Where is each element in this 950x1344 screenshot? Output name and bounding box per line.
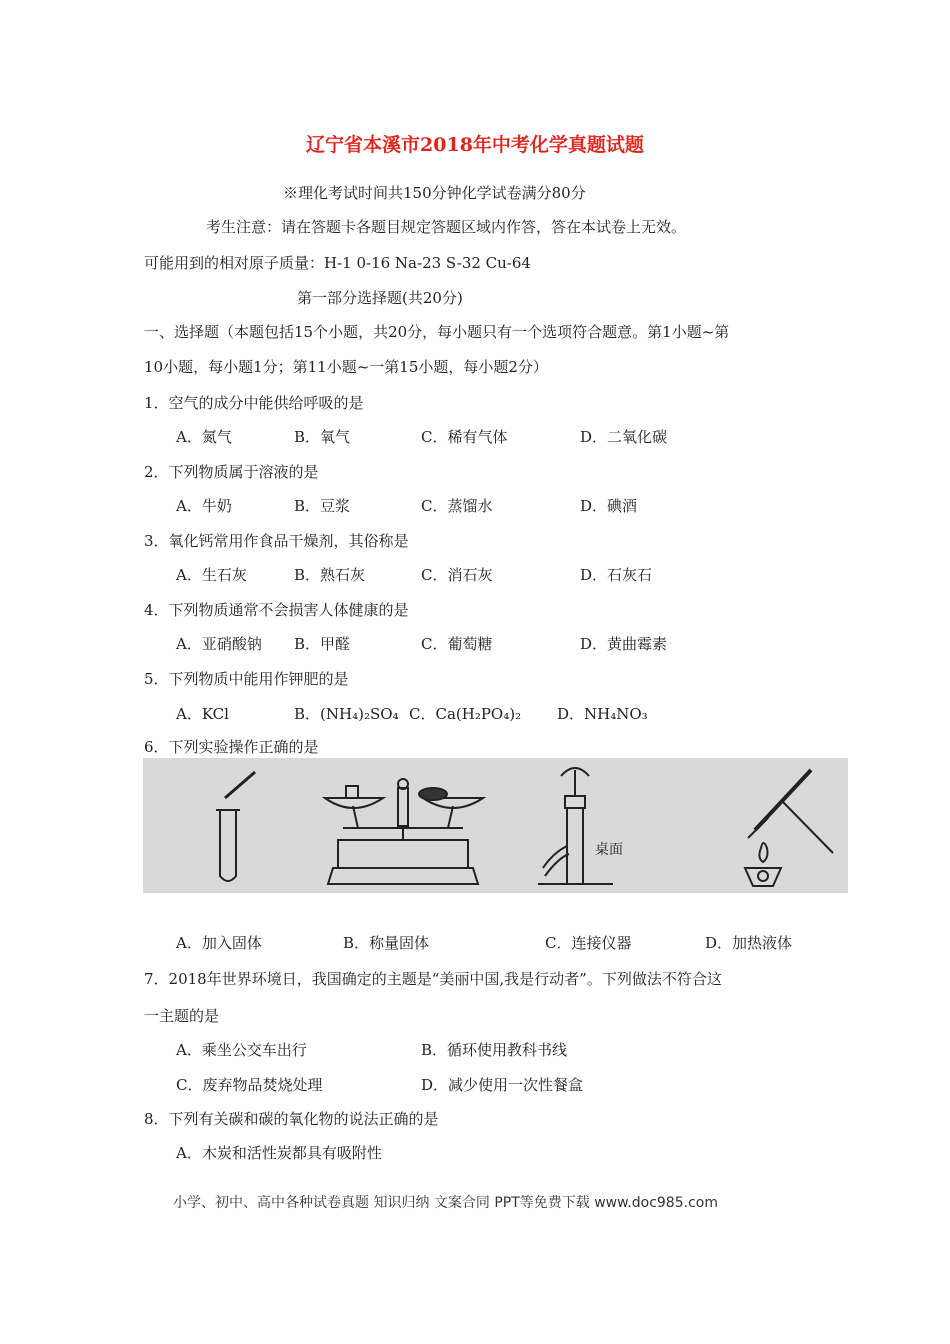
q4-option-d: D．黄曲霉素 — [580, 635, 668, 653]
q6-option-c: C．连接仪器 — [545, 934, 632, 952]
q6-option-d: D．加热液体 — [705, 934, 793, 952]
q1-option-c: C．稀有气体 — [421, 428, 508, 446]
q1-option-a: A．氮气 — [176, 428, 232, 446]
q7-option-c: C．废弃物品焚烧处理 — [176, 1076, 323, 1094]
q1-option-b: B．氧气 — [294, 428, 351, 446]
page-title: 辽宁省本溪市2018年中考化学真题试题 — [306, 134, 644, 156]
q4-option-a: A．亚硝酸钠 — [176, 635, 262, 653]
question-4: 4．下列物质通常不会损害人体健康的是 — [144, 601, 409, 619]
exam-notice: 考生注意：请在答题卡各题目规定答题区域内作答，答在本试卷上无效。 — [206, 218, 687, 236]
test-tube-icon — [216, 772, 255, 881]
part-heading: 第一部分选择题(共20分) — [297, 289, 463, 307]
q2-option-b: B．豆浆 — [294, 497, 351, 515]
q5-option-a: A．KCl — [176, 705, 229, 723]
lab-operations-figure — [143, 758, 848, 893]
desktop-label: 桌面 — [595, 842, 623, 858]
connecting-apparatus-icon — [538, 768, 613, 884]
section-instructions-line1: 一、选择题（本题包括15个小题，共20分，每小题只有一个选项符合题意。第1小题~第 — [144, 323, 730, 341]
question-6: 6．下列实验操作正确的是 — [144, 738, 319, 756]
q2-option-d: D．碘酒 — [580, 497, 638, 515]
heating-liquid-icon — [745, 770, 833, 886]
q6-option-a: A．加入固体 — [176, 934, 262, 952]
page-footer: 小学、初中、高中各种试卷真题 知识归纳 文案合同 PPT等免费下载 www.doc985.com — [173, 1195, 718, 1211]
balance-scale-icon — [325, 779, 483, 884]
q2-option-c: C．蒸馏水 — [421, 497, 493, 515]
q3-option-a: A．生石灰 — [176, 566, 247, 584]
q3-option-b: B．熟石灰 — [294, 566, 366, 584]
section-instructions-line2: 10小题，每小题1分；第11小题~一第15小题，每小题2分） — [144, 358, 548, 376]
q3-option-c: C．消石灰 — [421, 566, 493, 584]
atomic-mass-line: 可能用到的相对原子质量：H-1 0-16 Na-23 S-32 Cu-64 — [144, 254, 531, 272]
question-7-line2: 一主题的是 — [144, 1007, 220, 1025]
q2-option-a: A．牛奶 — [176, 497, 232, 515]
q3-option-d: D．石灰石 — [580, 566, 653, 584]
q6-option-b: B．称量固体 — [343, 934, 430, 952]
q5-option-b: B．(NH₄)₂SO₄ — [294, 705, 399, 723]
question-5: 5．下列物质中能用作钾肥的是 — [144, 670, 349, 688]
exam-note: ※理化考试时间共150分钟化学试卷满分80分 — [283, 184, 586, 202]
question-7-line1: 7．2018年世界环境日，我国确定的主题是“美丽中国,我是行动者”。下列做法不符合这 — [144, 970, 722, 988]
q5-option-d: D．NH₄NO₃ — [557, 705, 648, 723]
lab-operations-illustration — [143, 758, 848, 893]
q7-option-d: D．减少使用一次性餐盒 — [421, 1076, 584, 1094]
q8-option-a: A．木炭和活性炭都具有吸附性 — [176, 1144, 382, 1162]
q7-option-a: A．乘坐公交车出行 — [176, 1041, 307, 1059]
q7-option-b: B．循环使用教科书线 — [421, 1041, 568, 1059]
question-3: 3．氧化钙常用作食品干燥剂，其俗称是 — [144, 532, 409, 550]
q4-option-c: C．葡萄糖 — [421, 635, 493, 653]
question-8: 8．下列有关碳和碳的氧化物的说法正确的是 — [144, 1110, 439, 1128]
q1-option-d: D．二氧化碳 — [580, 428, 668, 446]
question-2: 2．下列物质属于溶液的是 — [144, 463, 319, 481]
q5-option-c: C．Ca(H₂PO₄)₂ — [409, 705, 522, 723]
question-1: 1．空气的成分中能供给呼吸的是 — [144, 394, 364, 412]
q4-option-b: B．甲醛 — [294, 635, 351, 653]
